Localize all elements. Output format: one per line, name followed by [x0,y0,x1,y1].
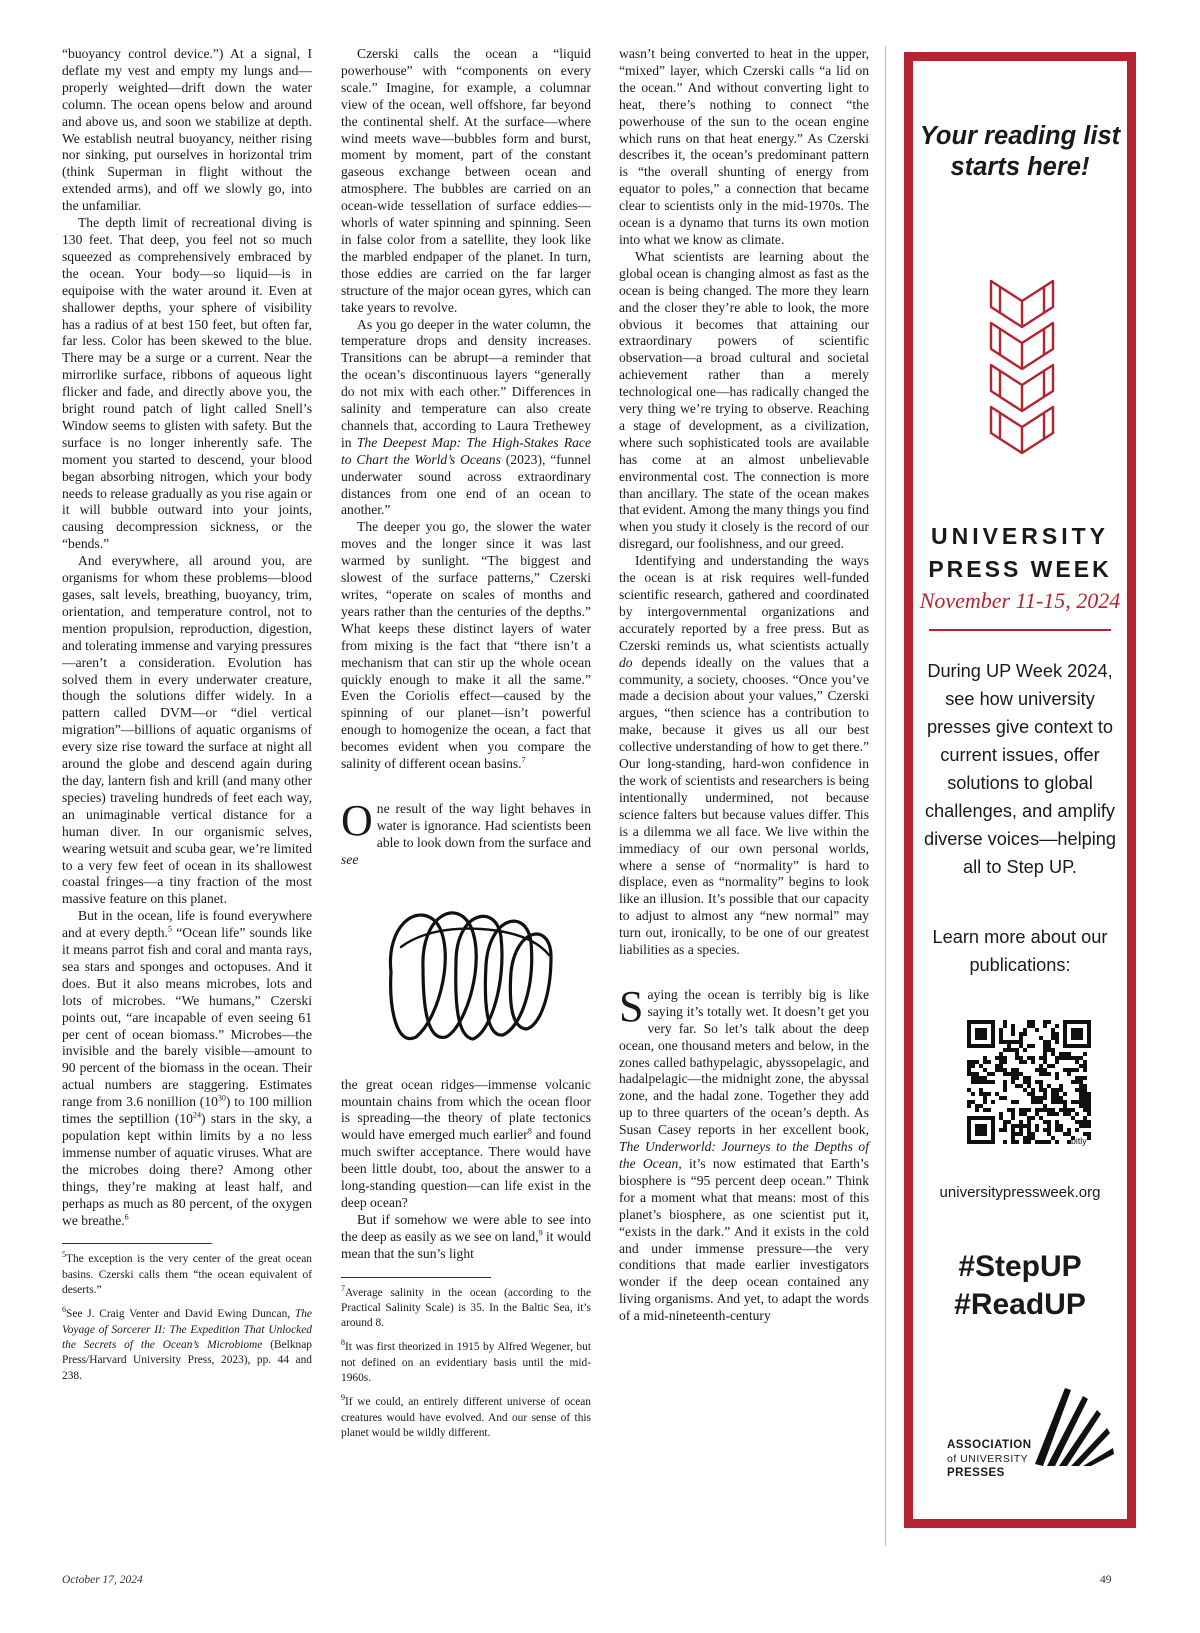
ad-website-link[interactable]: universitypressweek.org [939,1184,1101,1201]
event-dates: November 11-15, 2024 [919,588,1121,613]
page-number: 49 [1100,1574,1112,1586]
section-break [341,773,591,801]
university-press-week-ad[interactable] [904,52,1136,1528]
paragraph: What scientists are learning about the global ocean is changing almost as fast as the ocean is being changed. The more they learn and the closer they’re able to look, the more obvious it becomes that attaining our extraordinary powers of scientific observation—a broad cultural and societal achievement rather than a merely technological one—has radically changed the very thing we’re trying to observe. Reaching a stage of development, as a civilization, where such sophisticated tools are available has come at an almost unbelievable environmental cost. The connection is more than ancillary. The state of the ocean makes that evident. Among the many things you find when you study it closely is the record of our disregard, our foolishness, and our greed. [619,248,869,552]
footnote-divider [341,1277,491,1278]
footnote: $^7$Average salinity in the ocean (according to the Practical Salinity Scale) is 35. In the Baltic Sea, it’s around 8. [341,1283,591,1330]
paragraph: The depth limit of recreational diving is 130 feet. That deep, you feel not so much squeezed as comprehensively embraced by the ocean. Your body—so liquid—is in equipoise with the water around it. Even at shallower depths, your sphere of visibility has a radius of at best 150 feet, but often far, far less. Color has been skewed to the blue. There may be a surge or a current. Near the mirrorlike surface, ribbons of aqueous light flicker and fade, and directly above you, the bright round patch of light called Snell’s Window seems to glisten with safety. But the surface is no longer inherently safe. The moment you started to descend, your blood began absorbing nitrogen, which your body needs to release gradually as you rise again or it will bubble outward into your joints, causing decompression sickness, or the “bends.” [62,215,312,552]
hashtag-stepup[interactable]: #StepUP [958,1250,1082,1283]
paragraph: As you go deeper in the water column, the temperature drops and density increases. Transitions can be abrupt—a reminder that the ocean’s discontinuous layers “generally do not mix with each other.” Differences in salinity and temperature can also create channels that, according to Laura Trethewey in The Deepest Map: The High-Stakes Race to Chart the World’s Oceans (2023), “funnel underwater sound across extraordinary distances from one end of an ocean to another.” [341,316,591,518]
qr-label: bitly [1071,1136,1087,1146]
paragraph: But in the ocean, life is found everywhere and at every depth.$^5$ “Ocean life” sounds like it means parrot fish and coral and manta rays, sea stars and sponges and octopuses. And it does. But it also means microbes, lots and lots of microbes. “We humans,” Czerski points out, “are incapable of even seeing 61 per cent of ocean biomass.” Microbes—the invisible and the barely visible—amount to 90 percent of the biomass in the ocean. Their actual numbers are staggering. Estimates range from 3.6 nonillion $(10^{30})$ to 100 million times the septillion $(10^{24})$ stars in the sky, a population kept within limits by a no less immense number of aquatic viruses. What are the microbes doing there? Among other things, they’re making at least half, and perhaps as much as 80 percent, of the oxygen we breathe.$^6$ [62,908,312,1228]
footnote-ref[interactable]: 5 [167,924,172,934]
footnote: $^9$If we could, an entirely different universe of ocean creatures would have evolved. And our sense of this planet would be wildly different. [341,1393,591,1439]
section-break [619,959,869,987]
article-column-3 [619,46,869,1325]
issue-date: October 17, 2024 [62,1574,143,1586]
paragraph: But if somehow we were able to see into the deep as easily as we see on land,$^9$ it would mean that the sun’s light [341,1211,591,1261]
footnote-ref[interactable]: 7 [521,755,526,765]
article-column-2 [341,46,591,1450]
paragraph: Identifying and understanding the ways the ocean is at risk requires well-funded scientific research, gathered and coordinated by intergovernmental organizations and accurately reported by a free press. But as Czerski reminds us, what scientists actually do depends ideally on the values that a community, a society, chooses. “Once you’ve made a decision about your values,” Czerski argues, “then science has a contribution to make, because it gives us all our best collective understanding of how to get there.” Our long-standing, hard-won confidence in the work of scientists and researchers is being intentionally undermined, not because science falters but because values differ. This is a dilemma we all face. We live within the immediacy of our own personal worlds, where a sense of “normality” is hard to displace, even as “normality” begins to look like an illusion. It’s possible that our capacity to adjust to almost any “new normal” may turn out, ironically, to be one of our greatest liabilities as a species. [619,553,869,958]
paragraph: Czerski calls the ocean a “liquid powerhouse” with “components on every scale.” Imagine, for example, a columnar view of the ocean, well offshore, far beyond the continental shelf. At the surface—where wind meets wave—bubbles form and burst, moment by moment, part of the constant gaseous exchange between ocean and atmosphere. The bubbles are carried on an ocean-wide tessellation of surface eddies—whorls of water spinning and spinning. Seen in false color from a satellite, they look like the marbled endpaper of the planet. In turn, those eddies are carried on the far larger structure of the major ocean gyres, which can take years to revolve. [341,46,591,315]
drop-cap: O [341,795,373,845]
ad-headline: Your reading list starts here! [919,122,1121,181]
footnote-divider [62,1243,212,1244]
aup-logo [937,1386,1117,1496]
footnote-ref[interactable]: 8 [527,1126,532,1136]
drop-cap: S [619,981,644,1031]
footnote: $^6$See J. Craig Venter and David Ewing Duncan, The Voyage of Sorcerer II: The Expedition That Unlocked the Secrets of the Ocean’s Microbiome (Belknap Press/Harvard University Press, 2023), pp. 44 and 238. [62,1305,312,1382]
ad-divider [929,629,1111,631]
footnote-ref[interactable]: 9 [538,1228,543,1238]
footnote: $^5$The exception is the very center of the great ocean basins. Czerski calls them “the ocean equivalent of deserts.” [62,1250,312,1297]
paragraph: One result of the way light behaves in water is ignorance. Had scientists been able to look down from the surface and see [341,795,591,867]
ad-hashtags [913,1248,1127,1324]
paragraph-continued: the great ocean ridges—immense volcanic mountain chains from which the ocean floor is spreading—the theory of plate tectonics would have emerged much earlier$^8$ and found much swifter acceptance. There would have been little doubt, too, about the answer to a long-standing question—can life exist in the deep ocean? [341,1076,592,1210]
footnote-ref[interactable]: 6 [124,1212,129,1221]
ad-learn-more: Learn more about our publications: [932,927,1108,975]
footnote: $^8$It was first theorized in 1915 by Alfred Wegener, but not defined on an evidentiary basis until the mid-1960s. [341,1338,591,1385]
paragraph: wasn’t being converted to heat in the upper, “mixed” layer, which Czerski calls “a lid on the ocean.” And without converting light to heat, there’s nothing to connect “the powerhouse of the sun to the ocean engine which runs on that heat energy.” As Czerski describes it, the ocean’s predominant pattern is “the overall shunting of energy from equator to poles,” a connection that became clear to scientists only in the mid-1970s. The ocean is a dynamo that turns its own motion into what we know as climate. [619,46,869,247]
qr-code-icon[interactable] [963,1016,1095,1148]
paragraph: “buoyancy control device.”) At a signal, I deflate my vest and empty my lungs and—properly weighted—drift down the water column. The ocean opens below and around and above us, and soon we stabilize at depth. We establish neutral buoyancy, neither rising nor sinking, put ourselves in horizontal trim (think Superman in flight without the extended arms), and off we slowly go, into the unfamiliar. [62,46,312,214]
book-stack-icon [983,271,1061,461]
column-divider [885,46,886,1546]
article-column-1 [62,46,312,1393]
paragraph: The deeper you go, the slower the water moves and the longer since it was last warmed by sunlight. “The biggest and slowest of the surface patterns,” Czerski writes, “operate on scales of months and years rather than the centuries of the depths.” What keeps these distinct layers of water from mixing is the fact that “there isn’t a mechanism that can stir up the whole ocean quickly enough to make it all the same.” Even the Coriolis effect—caused by the spinning of our planet—isn’t powerful enough to homogenize the ocean, a fact that becomes evident when you compare the salinity of different ocean basins.$^7$ [341,519,591,772]
paragraph: Saying the ocean is terribly big is like saying it’s totally wet. It doesn’t get you very far. So let’s talk about the deep ocean, one thousand meters and below, in the zones called bathypelagic, abyssopelagic, and hadalpelagic—the midnight zone, the abyssal zone, and the hadal zone. Together they add up to three quarters of the ocean’s depth. As Susan Casey reports in her excellent book, The Underworld: Journeys to the Depths of the Ocean, it’s now estimated that Earth’s biosphere is “95 percent deep ocean.” Think for a moment what that means: most of this planet’s biosphere, as one scientist put it, “exists in the dark.” And it exists in the cold and under immense pressure—the very conditions that made earlier investigators wonder if the deep ocean contained any living organisms. And yet, to adapt the words of a mid-nineteenth-century [619,981,870,1324]
event-name-line-2: PRESS WEEK [928,556,1112,582]
paragraph: And everywhere, all around you, are organisms for whom these problems—blood gases, salt levels, breathing, buoyancy, trim, orientation, and temperature control, not to mention propulsion, reproduction, digestion, and tolerating immense and varying pressures—aren’t a consideration. Evolution has solved them in every underwater creature, though the solutions differ widely. In a pattern called DVM—or “diel vertical migration”—billions of aquatic organisms of every size rise toward the surface at night all around the globe and descend again during the day, lantern fish and krill (and many other species) traveling hundreds of feet each way, an unimaginable vertical distance for a human diver. In our organismic selves, wearing wetsuit and scuba gear, we’re limited to a very few feet of ocean in its shallowest coastal fringes—a tiny fraction of the most massive feature on this planet. [62,553,312,907]
ink-loops-illustration [361,887,571,1057]
hashtag-readup[interactable]: #ReadUP [954,1288,1086,1321]
event-name-line-1: UNIVERSITY [930,523,1110,549]
aup-wordmark: ASSOCIATION of UNIVERSITY PRESSES [947,1439,1032,1479]
ad-body-text: During UP Week 2024, see how university presses give context to current issues, offer solutions to global challenges, and amplify diverse voices—helping all to Step UP. [923,661,1117,877]
aup-burst-icon [1025,1386,1115,1466]
